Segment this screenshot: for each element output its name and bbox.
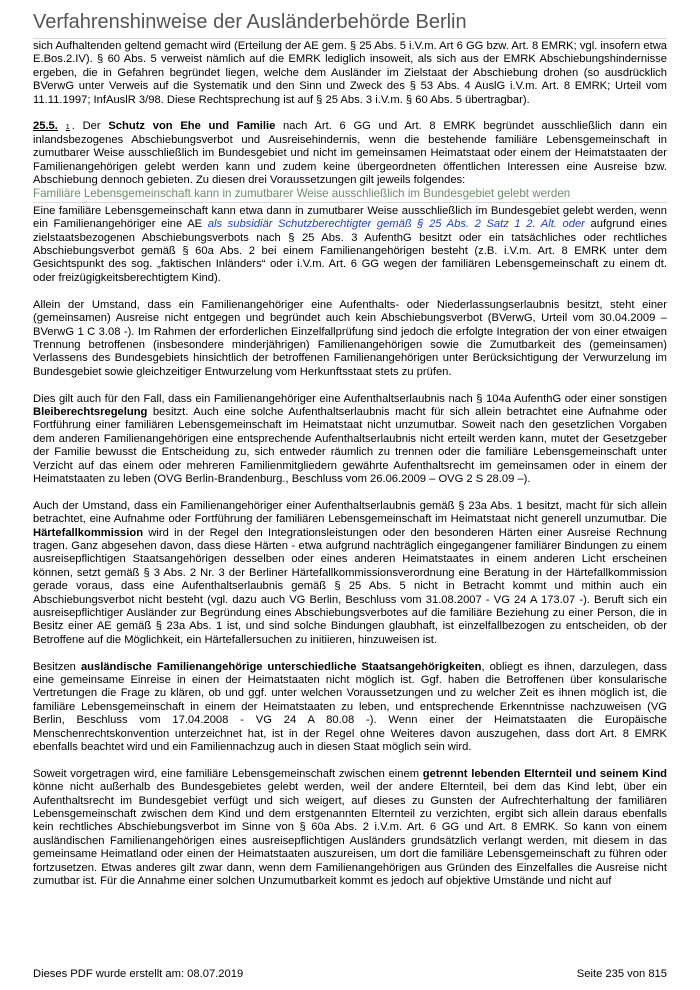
- document-title: Verfahrenshinweise der Ausländerbehörde Berlin: [33, 11, 467, 33]
- paragraph: Auch der Umstand, dass ein Familienangehöriger einer Aufenthaltserlaubnis gemäß § 23a Abs. 1 besitzt, macht für sich allein betrachtet, eine Aufnahme oder Fortführung der familiären Lebensgemeinschaft im Heimatstaat nicht generell unzumutbar. Die Härtefallkommission wird in der Regel den Integrationsleistungen oder den besonderen Härten einer Ausreise Rechnung tragen. Ganz abgesehen davon, dass diese Härten - etwa aufgrund nachträglich eingegangener familiärer Bindungen zu einem ausreisepflichtigen Staatsangehörigen desselben oder eines anderen Heimatstaates in einem anderen Licht erscheinen können, setzt gemäß § 3 Abs. 2 Nr. 3 der Berliner Härtefallkommissionsverordnung eine Beratung in der Härtefallkommission gerade voraus, dass eine Aufenthaltserlaubnis gemäß § 25 Abs. 5 nicht in Betracht kommt und mithin auch ein Abschiebungsverbot nicht besteht (vgl. dazu auch VG Berlin, Beschluss vom 31.08.2007 - VG 24 A 173.07 -). Beruft sich ein ausreisepflichtiger Ausländer zur Begründung eines Abschiebungsverbotes auf die familiäre Beziehung zu einer Person, die in Besitz einer AE gemäß § 23a Abs. 1 ist, und sind solche Bindungen glaubhaft, ist einzelfallbezogen zu entscheiden, ob der Betroffene auf die Möglichkeit, ein Härtefallersuchen zu initiieren, hinzuweisen ist.: [33, 499, 667, 646]
- subheading: Familiäre Lebensgemeinschaft kann in zumutbarer Weise ausschließlich im Bundesgebiet gelebt werden: [33, 187, 667, 202]
- creation-date: Dieses PDF wurde erstellt am: 08.07.2019: [33, 968, 244, 980]
- page-number: Seite 235 von 815: [576, 968, 667, 980]
- paragraph: Besitzen ausländische Familienangehörige unterschiedliche Staatsangehörigkeiten, obliegt es ihnen, darzulegen, dass eine gemeinsame Einreise in einen der Heimatstaaten nicht möglich ist. Ggf. haben die Betroffenen über konsularische Vertretungen die Frage zu klären, ob und ggf. unter welchen Voraussetzungen und zu welcher Zeit es ihnen möglich ist, die familiäre Lebensgemeinschaft in einem der Heimatstaaten zu leben, und entsprechende Erkenntnisse nachzuweisen (VG Berlin, Beschluss vom 17.04.2008 - VG 24 A 80.08 -). Wenn einer der Heimatstaaten die Europäische Menschenrechtskonvention unterzeichnet hat, ist in der Regel ohne Weiteres davon auszugehen, dass dort Art. 8 EMRK ebenfalls beachtet wird und ein Familiennachzug auch in diesen Staat möglich sein wird.: [33, 660, 668, 754]
- paragraph: Soweit vorgetragen wird, eine familiäre Lebensgemeinschaft zwischen einem getrennt lebenden Elternteil und seinem Kind könne nicht außerhalb des Bundesgebietes gelebt werden, weil der andere Elternteil, bei dem das Kind lebt, über ein Aufenthaltsrecht im Bundesgebiet verfügt und sich weigert, auf dieses zu Gunsten der Aufrechterhaltung der familiären Lebensgemeinschaft zwischen dem Kind und dem erstgenannten Elternteil zu verzichten, ergibt sich allein daraus ebenfalls kein rechtliches Abschiebungsverbot im Sinne von § 60a Abs. 2 i.V.m. Art. 6 GG und Art. 8 EMRK. So kann von einem ausländischen Familienangehörigen eines ausreisepflichtigen Ausländers grundsätzlich verlangt werden, mit diesem in das gemeinsame Heimatland oder einen der Heimatstaaten auszureisen, um dort die familiäre Lebensgemeinschaft zu führen oder fortzusetzen. Etwas anderes gilt zwar dann, wenn dem Familienangehörigen aus Gründen des Einzelfalles die Ausreise nicht zumutbar ist. Für die Annahme einer solchen Unzumutbarkeit kommt es jedoch auf objektive Umstände und nicht auf: [33, 767, 667, 888]
- section-number: 25.5.: [33, 120, 58, 133]
- section-topic: Schutz von Ehe und Familie: [108, 120, 276, 133]
- paragraph: Eine familiäre Lebensgemeinschaft kann etwa dann in zumutbarer Weise ausschließlich im Bundesgebiet gelebt werden, wenn ein Familienangehöriger eine AE als subsidiär Schutzberechtigter gemäß § 25 Abs. 2 Satz 1 2. Alt. oder aufgrund eines zielstaatsbezogenen Abschiebungsverbots nach § 25 Abs. 3 AufenthG besitzt oder ein tatsächliches oder rechtliches Abschiebungsverbot gemäß § 60a Abs. 2 bei einem Familienangehörigen besteht (z.B. i.V.m. Art. 8 EMRK unter dem Gesichtspunkt des sog. „faktischen Inländers“ oder i.V.m. Art. 6 GG wegen der familiären Lebensgemeinschaft zu einem dt. oder freizügigkeitsberechtigtem Kind).: [33, 204, 667, 284]
- paragraph-continuation: sich Aufhaltenden geltend gemacht wird (Erteilung der AE gem. § 25 Abs. 5 i.V.m. Art 6 GG bzw. Art. 8 EMRK; vgl. insofern etwa E.Bos.2.IV). § 60 Abs. 5 verweist nämlich auf die EMRK lediglich insoweit, als sich aus der EMRK Abschiebungshindernisse ergeben, die in Gefahren begründet liegen, welche dem Ausländer im Zielstaat der Abschiebung drohen (so ausdrücklich BVerwG unter Verweis auf die Systematik und den Sinn und Zweck des § 53 Abs. 4 AuslG i.V.m. Art. 8 EMRK; Urteil vom 11.11.1997; InfAuslR 3/98. Diese Rechtsprechung ist auf § 25 Abs. 3 i.V.m. § 60 Abs. 5 übertragbar).: [33, 40, 667, 106]
- paragraph-marker: 1: [65, 122, 70, 132]
- page-header: [33, 8, 667, 39]
- paragraph: Allein der Umstand, dass ein Familienangehöriger eine Aufenthalts- oder Niederlassungserlaubnis besitzt, steht einer (gemeinsamen) Ausreise nicht entgegen und begründet auch kein Abschiebungsverbot (BVerwG, Urteil vom 30.04.2009 – BVerwG 1 C 3.08 -). Im Rahmen der erforderlichen Einzelfallprüfung sind jedoch die erfolgte Integration der von einer etwaigen Trennung betroffenen (insbesondere minderjährigen) Familienangehörigen sowie die Zumutbarkeit des (gemeinsamen) Verlassens des Bundesgebiets hinsichtlich der betroffenen Familienangehörigen unter Berücksichtigung der Verwurzelung im Bundesgebiet sowie gleichzeitiger Entwurzelung vom Herkunftsstaat stets zu prüfen.: [33, 298, 667, 378]
- paragraph: Dies gilt auch für den Fall, dass ein Familienangehöriger eine Aufenthaltserlaubnis nach § 104a AufenthG oder einer sonstigen Bleiberechtsregelung besitzt. Auch eine solche Aufenthaltserlaubnis macht für sich allein betrachtet eine Aufnahme oder Fortführung einer familiären Lebensgemeinschaft im Heimatstaat nicht unzumutbar. Soweit nach den gesetzlichen Vorgaben dem anderen Familienangehörigen eine entsprechende Aufenthaltserlaubnis nicht erteilt werden kann, mutet der Gesetzgeber der Familie bewusst die Entscheidung zu, sich entweder räumlich zu trennen oder die familiäre Lebensgemeinschaft unter Verzicht auf das einem oder mehreren Familienmitgliedern gewährte Aufenthaltsrecht im gemeinsamen oder in einem der Heimatstaaten zu leben (OVG Berlin-Brandenburg., Beschluss vom 26.06.2009 – OVG 2 S 28.09 –).: [33, 392, 667, 485]
- amendment-link[interactable]: als subsidiär Schutzberechtigter gemäß § 25 Abs. 2 Satz 1 2. Alt. oder: [207, 218, 585, 231]
- section-25-5-paragraph: 25.5. 1 . Der Schutz von Ehe und Familie nach Art. 6 GG und Art. 8 EMRK begründet ausschließlich dann ein inlandsbezogenes Abschiebungsverbot und Ausreisehindernis, wenn die bestehende familiäre Lebensgemeinschaft in zumutbarer Weise ausschließlich im Bundesgebiet und nicht im gemeinsamen Heimatstaat oder einem der Heimatstaaten der Familienangehörigen gelebt werden kann und zudem keine übergeordneten öffentlichen Interessen eine Ausreise bzw. Abschiebung dennoch gebieten. Zu diesen drei Voraussetzungen gilt jeweils folgendes:: [33, 120, 668, 187]
- document-body: [33, 40, 667, 902]
